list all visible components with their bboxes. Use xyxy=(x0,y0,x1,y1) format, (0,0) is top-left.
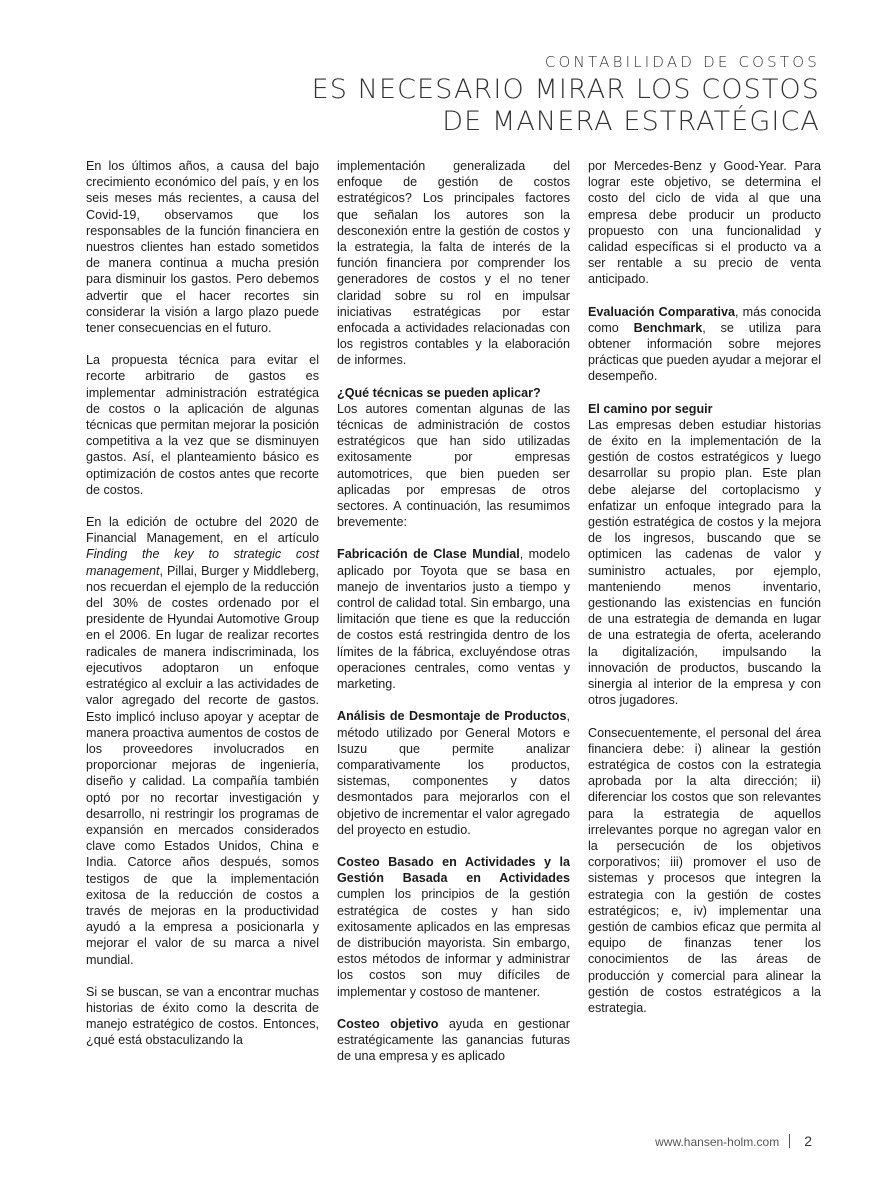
article-citation: Finding the key to strategic cost management xyxy=(86,547,319,578)
text: , método utilizado por General Motors e Isuzu que permite analizar comparativamente los productos, sistemas, componentes y datos desmontados para mejorarlos con el objetivo de incrementar el valor agregado del proyecto en estudio. xyxy=(337,709,570,837)
page-number: 2 xyxy=(804,1133,812,1149)
text: Los autores comentan algunas de las técnicas de administración de costos estratégicos que han sido utilizadas exitosamente por empresas automotrices, que bien pueden ser aplicadas por empresas de otros sectores. A continuación, las resumimos brevemente: xyxy=(337,401,570,530)
text: , Pillai, Burger y Middleberg, nos recuerdan el ejemplo de la reducción del 30% de costes ordenado por el presidente de Hyundai Automotive Group en el 2006. En lugar de realizar recortes radicales de manera indiscriminada, los ejecutivos adoptaron un enfoque estratégico al excluir a las actividades de valor agregado del recorte de gastos. Esto implicó incluso apoyar y aceptar de manera proactiva aumentos de costos de los proveedores involucrados en proporcionar mejoras de ingeniería, diseño y calidad. La compañía también optó por no recortar investigación y desarrollo, ni restringir los programas de expansión en mercados considerados clave como Estados Unidos, China e India. Catorce años después, somos testigos de que la implementación exitosa de la reducción de costos a través de mejoras en la productividad ayudó a la empresa a posicionarla y mejorar el valor de su marca a nivel mundial. xyxy=(86,563,319,967)
paragraph: Si se buscan, se van a encontrar muchas historias de éxito como la descrita de manejo estratégico de costos. Entonces, ¿qué está obstaculizando la xyxy=(86,984,319,1048)
column-3 xyxy=(588,158,821,1032)
text: , más conocida como xyxy=(588,304,821,335)
paragraph xyxy=(337,1016,570,1065)
technique-name: Costeo Basado en Actividades y la Gestión Basada en Actividades xyxy=(337,854,570,886)
text: En la edición de octubre del 2020 de Financial Management, en el artículo xyxy=(86,515,319,546)
paragraph: por Mercedes-Benz y Good-Year. Para lograr este objetivo, se determina el costo del ciclo de vida al que una empresa debe producir un producto propuesto con una funcionalidad y calidad específicas si el producto va a ser rentable a su precio de venta anticipado. xyxy=(588,159,821,287)
subheading: El camino por seguir xyxy=(588,401,713,416)
technique-name: Benchmark xyxy=(633,320,703,335)
title-line-2: DE MANERA ESTRATÉGICA xyxy=(442,106,820,137)
text: ayuda en gestionar estratégicamente las ganancias futuras de una empresa y es aplicado xyxy=(337,1016,570,1064)
paragraph xyxy=(337,385,570,531)
technique-name: Fabricación de Clase Mundial xyxy=(337,547,520,562)
paragraph xyxy=(337,708,570,838)
column-2 xyxy=(337,158,570,1080)
article-title xyxy=(312,74,820,138)
paragraph xyxy=(337,854,570,1000)
paragraph: La propuesta técnica para evitar el recorte arbitrario de gastos es implementar administración estratégica de costos o la aplicación de algunas técnicas que permitan mejorar la posición competitiva a la vez que se disminuyen gastos. Así, el planteamiento básico es optimización de costos antes que recorte de costos. xyxy=(86,353,319,497)
paragraph: Consecuentemente, el personal del área financiera debe: i) alinear la gestión estratégica de costos con la estrategia aprobada por la alta dirección; ii) diferenciar los costos que son relevantes para la estrategia de aquellos irrelevantes porque no agregan valor en la persecución de los objetivos corporativos; iii) promover el uso de sistemas y procesos que integren la estrategia con la gestión de costes estratégicos; e, iv) implementar una gestión de cambios eficaz que permita al equipo de finanzas tener los conocimientos de las áreas de producción y comercial para alinear la gestión de costos estratégicos a la estrategia. xyxy=(588,725,821,1015)
paragraph xyxy=(337,546,570,692)
technique-name: Análisis de Desmontaje de Productos xyxy=(337,709,567,724)
website-link[interactable]: www.hansen-holm.com xyxy=(655,1135,780,1149)
section-kicker: CONTABILIDAD DE COSTOS xyxy=(544,53,820,71)
paragraph xyxy=(86,514,319,968)
title-line-1: ES NECESARIO MIRAR LOS COSTOS xyxy=(311,74,820,105)
technique-name: Costeo objetivo xyxy=(337,1016,439,1031)
paragraph: En los últimos años, a causa del bajo crecimiento económico del país, y en los seis meses más recientes, a causa del Covid-19, observamos que los responsables de la función financiera en nuestros clientes han estado sometidos de manera continua a mucha presión para disminuir los gastos. Pero debemos advertir que el hacer recortes sin considerar la visión a largo plazo puede tener consecuencias en el futuro. xyxy=(86,159,319,336)
page-footer xyxy=(655,1133,812,1149)
text: cumplen los principios de la gestión estratégica de costes y han sido exitosamente aplicados en las empresas de distribución mayorista. Sin embargo, estos métodos de informar y administrar los costos son muy difíciles de implementar y costoso de mantener. xyxy=(337,887,570,999)
text: , se utiliza para obtener información sobre mejores prácticas que pueden ayudar a mejorar el desempeño. xyxy=(588,320,822,384)
paragraph: implementación generalizada del enfoque de gestión de costos estratégicos? Los principales factores que señalan los autores son la desconexión entre la gestión de costos y la estrategia, la falta de interés de la función financiera por comprender los generadores de costos y el no tener claridad sobre su rol en impulsar iniciativas estratégicas por estar enfocada a actividades relacionadas con los registros contables y la elaboración de informes. xyxy=(337,159,570,368)
technique-name: Evaluación Comparativa xyxy=(588,304,735,319)
paragraph xyxy=(588,304,821,385)
column-1 xyxy=(86,158,319,1065)
text: , modelo aplicado por Toyota que se basa en manejo de inventarios justo a tiempo y control de calidad total. Sin embargo, una limitación que tiene es que la reducción de costos está restringida dentro de los límites de la fábrica, excluyéndose otras operaciones centrales, como ventas y marketing. xyxy=(337,547,570,692)
footer-divider xyxy=(789,1134,790,1148)
paragraph xyxy=(588,401,821,709)
article-header xyxy=(312,52,820,138)
subheading: ¿Qué técnicas se pueden aplicar? xyxy=(337,385,541,400)
text: Las empresas deben estudiar historias de éxito en la implementación de la gestión de costos estratégicos y luego desarrollar su propio plan. Este plan debe alejarse del cortoplacismo y enfatizar un enfoque integrado para la gestión estratégica de costos y la mejora de los ingresos, buscando que se optimicen las cadenas de valor y suministro actuales, por ejemplo, manteniendo menos inventario, gestionando las existencias en función de una estrategia de demanda en lugar de una estrategia de oferta, acelerando la digitalización, impulsando la innovación de productos, buscando la sinergia al interior de la empresa y con otros jugadores. xyxy=(588,417,821,708)
